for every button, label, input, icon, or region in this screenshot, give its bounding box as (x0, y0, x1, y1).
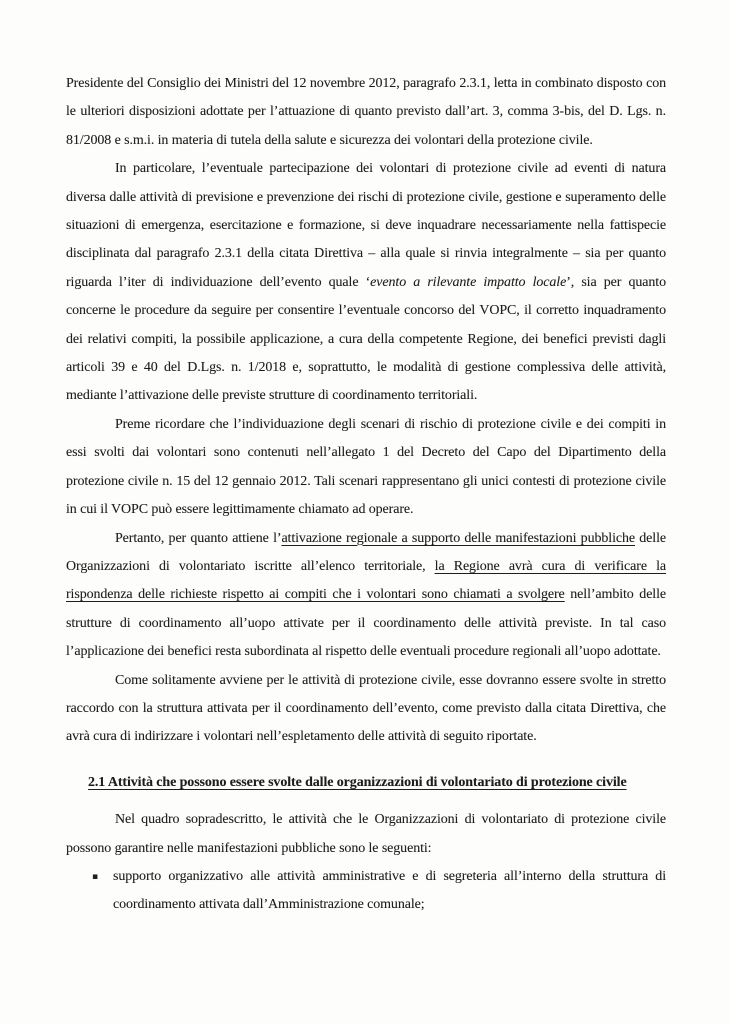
event-coordination-paragraph (66, 667, 666, 752)
text-run: la Regione avrà cura di verificare la rispondenza delle richieste rispetto ai compiti che i volontari sono chiamati a svolgere (66, 558, 667, 603)
text-run: supporto organizzativo alle attività amministrative e di segreteria all’interno della struttura di coordinamento attivata dall’Amministrazione comunale; (113, 868, 666, 913)
regional-activation-paragraph (66, 525, 666, 667)
text-run: attivazione regionale a supporto delle manifestazioni pubbliche (281, 530, 635, 546)
text-run: In particolare, l’eventuale partecipazione dei volontari di protezione civile ad eventi di natura diversa dalle attività di previsione e prevenzione dei rischi di protezione civile, gestione e superamento delle situazioni di emergenza, esercitazione e formazione, si deve inquadrare necessariamente nella fattispecie disciplinata dal paragrafo 2.3.1 della citata Direttiva – alla quale si rinvia integralmente – sia per quanto riguarda l’iter di individuazione dell’evento quale ‘ (66, 161, 666, 290)
text-run: Come solitamente avviene per le attività di protezione civile, esse dovranno essere svolte in stretto raccordo con la struttura attivata per il coordinamento dell’evento, come previsto dalla citata Direttiva, che avrà cura di indirizzare i volontari nell’espletamento delle attività di seguito riportate. (66, 672, 666, 745)
section-heading-2-1 (66, 769, 666, 797)
text-run: ’, sia per quanto concerne le procedure da seguire per consentire l’eventuale concorso del VOPC, il corretto inquadramento dei relativi compiti, la possibile applicazione, a cura della competente Regione, dei benefici previsti dagli articoli 39 e 40 del D.Lgs. n. 1/2018 e, soprattutto, le modalità di gestione complessiva delle attività, mediante l’attivazione delle previste strutture di coordinamento territoriali. (66, 274, 666, 404)
text-run: 2.1 Attività che possono essere svolte dalle organizzazioni di volontariato di protezione civile (88, 774, 627, 790)
risk-scenarios-paragraph (66, 411, 666, 525)
intro-continuation-paragraph (66, 70, 666, 155)
text-run: evento a rilevante impatto locale (370, 274, 567, 290)
bullet-item-administrative-support (66, 863, 666, 920)
square-bullet-icon: ▪ (92, 871, 98, 882)
text-run: Nel quadro sopradescritto, le attività che le Organizzazioni di volontariato di protezione civile possono garantire nelle manifestazioni pubbliche sono le seguenti: (66, 812, 666, 856)
volunteer-participation-paragraph (66, 155, 666, 411)
activities-intro-paragraph (66, 806, 666, 863)
text-run: nell’ambito delle strutture di coordinamento all’uopo attivate per il coordinamento delle attività previste. In tal caso l’applicazione dei benefici resta subordinata al rispetto delle eventuali procedure regionali all’uopo adottate. (66, 587, 666, 660)
bullet-item-text (113, 863, 666, 920)
text-run: Preme ricordare che l’individuazione degli scenari di rischio di protezione civile e dei compiti in essi svolti dai volontari sono contenuti nell’allegato 1 del Decreto del Capo del Dipartimento della protezione civile n. 15 del 12 gennaio 2012. Tali scenari rappresentano gli unici contesti di protezione civile in cui il VOPC può essere legittimamente chiamato ad operare. (66, 416, 666, 518)
text-run: delle Organizzazioni di volontariato iscritte all’elenco territoriale, (66, 530, 666, 574)
text-run: Pertanto, per quanto attiene l’ (115, 530, 282, 546)
text-run: Presidente del Consiglio dei Ministri del 12 novembre 2012, paragrafo 2.3.1, letta in combinato disposto con le ulteriori disposizioni adottate per l’attuazione di quanto previsto dall’art. 3, comma 3-bis, del D. Lgs. n. 81/2008 e s.m.i. in materia di tutela della salute e sicurezza dei volontari della protezione civile. (66, 76, 666, 148)
